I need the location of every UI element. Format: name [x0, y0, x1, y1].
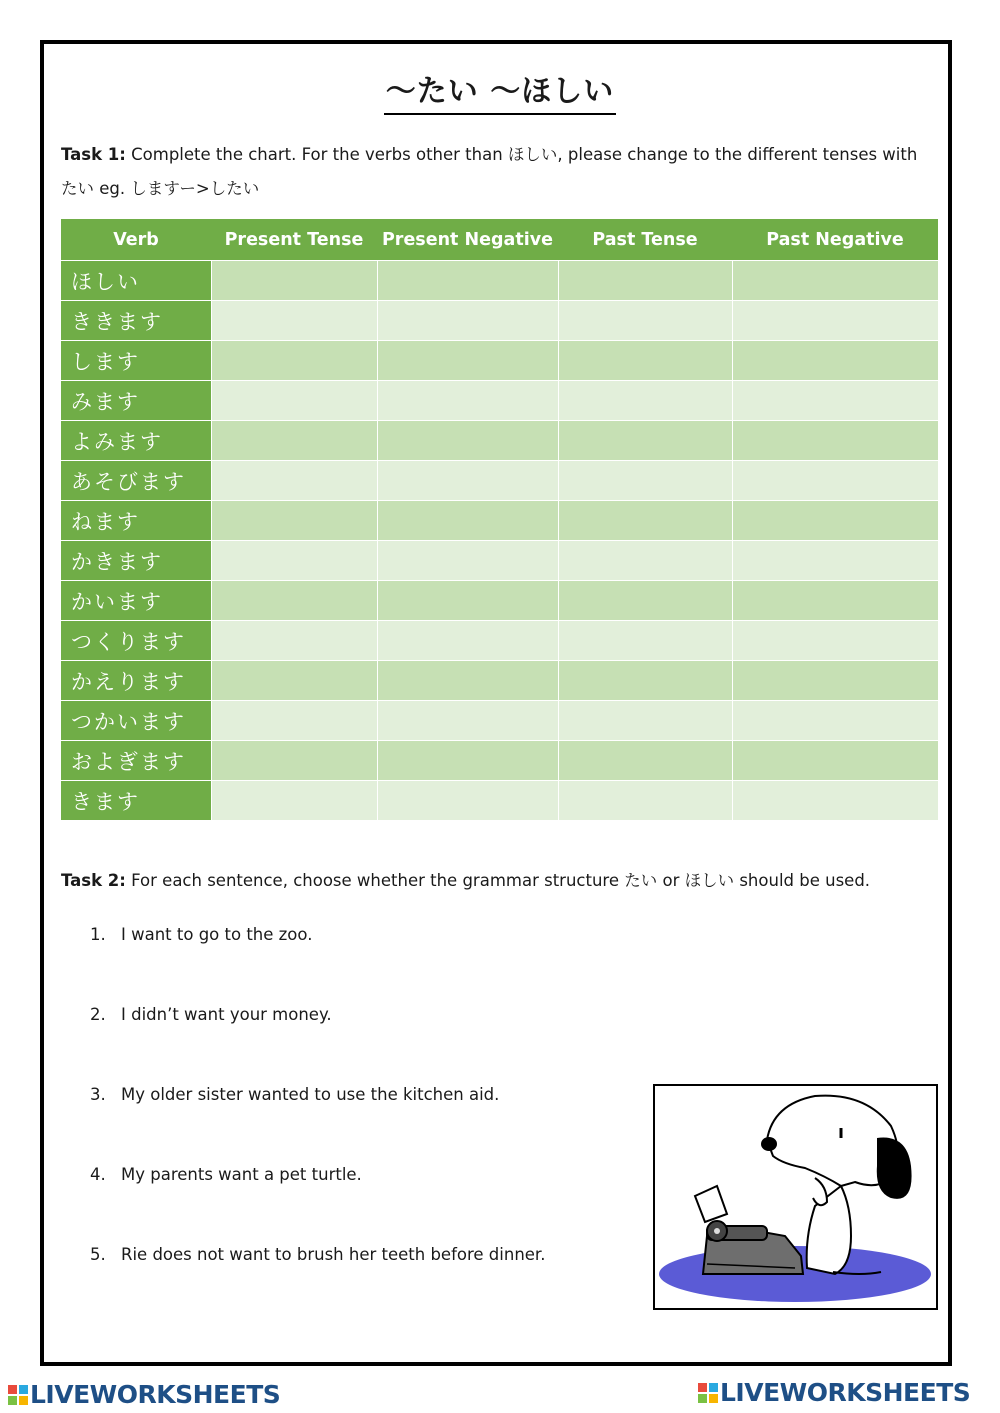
liveworksheets-mark-icon — [8, 1385, 28, 1405]
table-row — [61, 701, 938, 741]
answer-cell[interactable] — [732, 781, 938, 821]
table-row — [61, 661, 938, 701]
answer-cell[interactable] — [211, 661, 377, 701]
verb-cell: ほしい — [61, 261, 211, 301]
answer-cell[interactable] — [211, 341, 377, 381]
table-row — [61, 381, 938, 421]
snoopy-illustration — [655, 1086, 936, 1308]
snoopy-typewriter-image — [653, 1084, 938, 1310]
column-header: Verb — [61, 219, 211, 261]
answer-cell[interactable] — [558, 501, 732, 541]
verb-cell: つかいます — [61, 701, 211, 741]
verb-cell: ききます — [61, 301, 211, 341]
answer-cell[interactable] — [558, 301, 732, 341]
answer-cell[interactable] — [558, 261, 732, 301]
task2-text: For each sentence, choose whether the grammar structure たい or ほしい should be used. — [131, 871, 871, 890]
task2-label: Task 2: — [61, 871, 126, 890]
table-row — [61, 541, 938, 581]
answer-cell[interactable] — [377, 261, 558, 301]
question-number: 1. — [90, 925, 106, 944]
answer-cell[interactable] — [732, 621, 938, 661]
question-text: I didn’t want your money. — [121, 1005, 332, 1024]
column-header: Present Tense — [211, 219, 377, 261]
answer-cell[interactable] — [558, 741, 732, 781]
answer-cell[interactable] — [211, 541, 377, 581]
task1-instructions — [61, 138, 931, 206]
verb-cell: かきます — [61, 541, 211, 581]
answer-cell[interactable] — [377, 501, 558, 541]
table-row — [61, 741, 938, 781]
answer-cell[interactable] — [558, 381, 732, 421]
table-row — [61, 301, 938, 341]
task2-instructions — [61, 866, 931, 896]
answer-cell[interactable] — [558, 581, 732, 621]
answer-cell[interactable] — [211, 581, 377, 621]
table-row — [61, 421, 938, 461]
answer-cell[interactable] — [211, 621, 377, 661]
liveworksheets-logo-right — [698, 1378, 970, 1407]
page-title-wrap — [0, 66, 1000, 110]
answer-cell[interactable] — [732, 261, 938, 301]
answer-cell[interactable] — [377, 741, 558, 781]
answer-cell[interactable] — [377, 661, 558, 701]
table-row — [61, 581, 938, 621]
answer-cell[interactable] — [732, 501, 938, 541]
question-number: 2. — [90, 1005, 106, 1024]
answer-cell[interactable] — [558, 701, 732, 741]
answer-cell[interactable] — [211, 301, 377, 341]
list-item — [90, 1245, 610, 1264]
table-row — [61, 781, 938, 821]
answer-cell[interactable] — [558, 781, 732, 821]
task1-text: Complete the chart. For the verbs other than ほしい, please change to the different tenses with たい eg. しますー>したい — [61, 145, 918, 198]
answer-cell[interactable] — [377, 621, 558, 661]
answer-cell[interactable] — [377, 301, 558, 341]
answer-cell[interactable] — [211, 381, 377, 421]
answer-cell[interactable] — [732, 421, 938, 461]
verb-cell: みます — [61, 381, 211, 421]
question-text: I want to go to the zoo. — [121, 925, 313, 944]
column-header: Past Negative — [732, 219, 938, 261]
answer-cell[interactable] — [211, 421, 377, 461]
liveworksheets-logo-left — [8, 1380, 280, 1409]
answer-cell[interactable] — [732, 701, 938, 741]
conjugation-chart — [61, 219, 938, 820]
table-row — [61, 621, 938, 661]
list-item — [90, 1005, 610, 1024]
answer-cell[interactable] — [558, 461, 732, 501]
verb-cell: あそびます — [61, 461, 211, 501]
answer-cell[interactable] — [732, 541, 938, 581]
answer-cell[interactable] — [732, 461, 938, 501]
chart-header-row — [61, 219, 938, 261]
answer-cell[interactable] — [558, 621, 732, 661]
verb-cell: きます — [61, 781, 211, 821]
answer-cell[interactable] — [211, 461, 377, 501]
task1-label: Task 1: — [61, 145, 126, 164]
answer-cell[interactable] — [732, 381, 938, 421]
answer-cell[interactable] — [211, 261, 377, 301]
answer-cell[interactable] — [211, 781, 377, 821]
verb-cell: つくります — [61, 621, 211, 661]
verb-cell: します — [61, 341, 211, 381]
verb-cell: かいます — [61, 581, 211, 621]
answer-cell[interactable] — [732, 661, 938, 701]
answer-cell[interactable] — [732, 301, 938, 341]
answer-cell[interactable] — [377, 701, 558, 741]
answer-cell[interactable] — [211, 701, 377, 741]
table-row — [61, 341, 938, 381]
list-item — [90, 1085, 610, 1104]
brand-right-text: LIVEWORKSHEETS — [720, 1378, 971, 1407]
page-title: 〜たい 〜ほしい — [384, 74, 616, 115]
answer-cell[interactable] — [211, 501, 377, 541]
verb-cell: およぎます — [61, 741, 211, 781]
answer-cell[interactable] — [732, 741, 938, 781]
answer-cell[interactable] — [558, 421, 732, 461]
verb-cell: ねます — [61, 501, 211, 541]
chart-body — [61, 261, 938, 821]
question-number: 5. — [90, 1245, 106, 1264]
table-row — [61, 461, 938, 501]
answer-cell[interactable] — [732, 341, 938, 381]
answer-cell[interactable] — [558, 541, 732, 581]
answer-cell[interactable] — [377, 581, 558, 621]
liveworksheets-mark-icon — [698, 1383, 718, 1403]
brand-left-text: LIVEWORKSHEETS — [30, 1380, 281, 1409]
answer-cell[interactable] — [377, 461, 558, 501]
table-row — [61, 501, 938, 541]
answer-cell[interactable] — [558, 341, 732, 381]
answer-cell[interactable] — [377, 541, 558, 581]
answer-cell[interactable] — [211, 741, 377, 781]
table-row — [61, 261, 938, 301]
answer-cell[interactable] — [377, 381, 558, 421]
column-header: Present Negative — [377, 219, 558, 261]
answer-cell[interactable] — [558, 661, 732, 701]
answer-cell[interactable] — [377, 341, 558, 381]
question-number: 3. — [90, 1085, 106, 1104]
question-text: My parents want a pet turtle. — [121, 1165, 362, 1184]
question-text: Rie does not want to brush her teeth before dinner. — [121, 1245, 546, 1264]
answer-cell[interactable] — [377, 421, 558, 461]
answer-cell[interactable] — [732, 581, 938, 621]
column-header: Past Tense — [558, 219, 732, 261]
verb-cell: かえります — [61, 661, 211, 701]
answer-cell[interactable] — [377, 781, 558, 821]
verb-cell: よみます — [61, 421, 211, 461]
question-number: 4. — [90, 1165, 106, 1184]
list-item — [90, 925, 610, 944]
question-text: My older sister wanted to use the kitchen aid. — [121, 1085, 500, 1104]
list-item — [90, 1165, 610, 1184]
